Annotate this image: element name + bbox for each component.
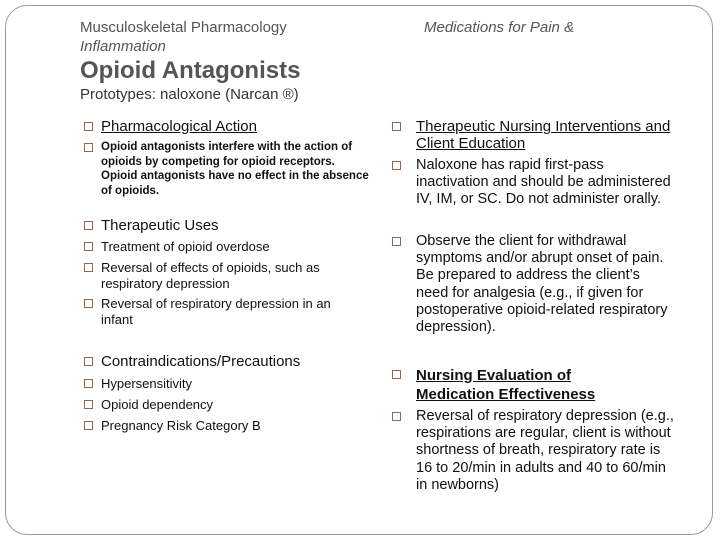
bullet-icon xyxy=(84,242,93,251)
bullet-icon xyxy=(84,122,93,131)
contra-heading: Contraindications/Precautions xyxy=(101,353,301,370)
bullet-icon xyxy=(392,370,401,379)
pharm-heading: Pharmacological Action xyxy=(101,118,257,135)
list-item: Reversal of respiratory depression (e.g., respirations are regular, client is without shortness of breath, respiratory rate is 16 to 20/min in adults and 40 to 60/min in newborns) xyxy=(416,408,674,493)
list-item: Opioid dependency xyxy=(101,397,214,412)
header-subtitle: Inflammation xyxy=(80,38,166,55)
evaluation-heading: Nursing Evaluation of Medication Effectiveness xyxy=(416,367,596,403)
list-item: Reversal of effects of opioids, such as respiratory depression xyxy=(101,260,320,291)
prototypes: Prototypes: naloxone (Narcan ®) xyxy=(80,86,299,103)
list-item: Treatment of opioid overdose xyxy=(101,239,270,254)
list-item: Hypersensitivity xyxy=(101,376,193,391)
bullet-icon xyxy=(84,221,93,230)
bullet-icon xyxy=(392,122,401,131)
page-title: Opioid Antagonists xyxy=(80,57,301,84)
header-course: Musculoskeletal Pharmacology xyxy=(80,19,287,36)
bullet-icon xyxy=(84,263,93,272)
bullet-icon xyxy=(84,400,93,409)
header-right: Medications for Pain & xyxy=(424,19,575,36)
list-item: Observe the client for withdrawal symptoms and/or abrupt onset of pain. Be prepared to address the client’s need for analgesia (e.g., if given for postoperative opioid-related respiratory depression). xyxy=(416,233,668,336)
list-item: Naloxone has rapid first-pass inactivation and should be administered IV, IM, or SC. Do not administer orally. xyxy=(416,157,671,208)
list-item: Pregnancy Risk Category B xyxy=(101,418,261,433)
bullet-icon xyxy=(84,421,93,430)
list-item: Reversal of respiratory depression in an infant xyxy=(101,296,331,327)
bullet-icon xyxy=(84,379,93,388)
bullet-icon xyxy=(392,161,401,170)
bullet-icon xyxy=(84,357,93,366)
uses-heading: Therapeutic Uses xyxy=(101,217,219,234)
pharm-text: Opioid antagonists interfere with the action of opioids by competing for opioid receptors. Opioid antagonists have no effect in the absence of opioids. xyxy=(101,141,369,197)
bullet-icon xyxy=(84,143,93,152)
bullet-icon xyxy=(392,412,401,421)
interventions-heading: Therapeutic Nursing Interventions and Client Education xyxy=(416,118,671,152)
bullet-icon xyxy=(84,299,93,308)
bullet-icon xyxy=(392,237,401,246)
